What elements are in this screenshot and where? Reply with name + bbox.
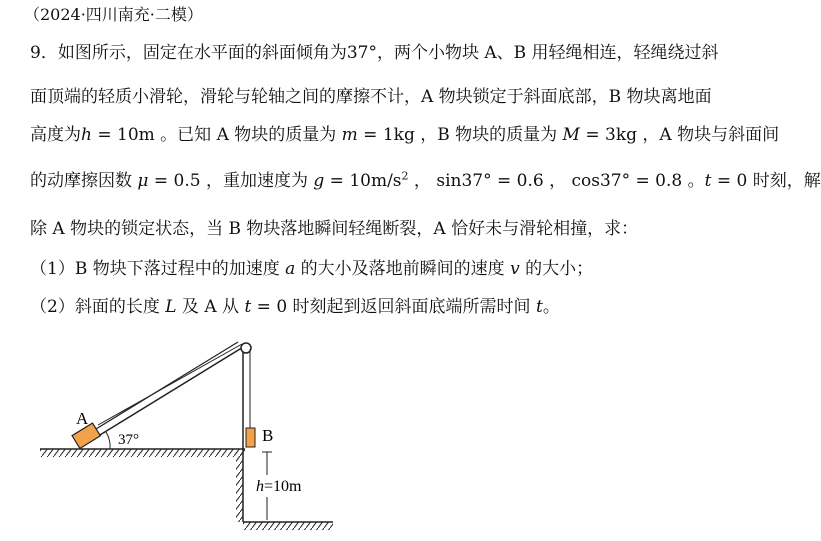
text-segment: = 10m/s	[324, 171, 402, 191]
rope-incline	[98, 344, 242, 425]
text-segment: 。	[542, 297, 560, 317]
variable-L: L	[165, 297, 177, 317]
variable-t: t	[244, 297, 252, 317]
problem-line-5: 除 A 物块的锁定状态，当 B 物块落地瞬间轻绳断裂，A 恰好未与滑轮相撞，求：	[30, 219, 639, 239]
variable-g: g	[313, 171, 325, 191]
text-segment: = 10m 。已知 A 物块的质量为	[91, 125, 342, 145]
text-segment: 的大小；	[519, 259, 594, 279]
problem-line-1: 9．如图所示，固定在水平面的斜面倾角为37°，两个小物块 A、B 用轻绳相连，轻绳绕过斜	[30, 43, 719, 63]
text-segment: （2）斜面的长度	[30, 297, 166, 317]
text-segment: ， sin37° = 0.6 ， cos37° = 0.8 。	[408, 171, 705, 191]
height-value: =10m	[264, 478, 302, 495]
ground-hatch-bottom	[243, 522, 333, 530]
variable-mu: μ	[137, 171, 149, 191]
text-segment: = 1kg ，B 物块的质量为	[357, 125, 563, 145]
variable-t: t	[535, 297, 543, 317]
variable-t: t	[704, 171, 712, 191]
variable-h: h	[81, 125, 92, 145]
variable-v: v	[510, 259, 520, 279]
ground-hatch-left	[40, 449, 245, 457]
angle-arc	[106, 432, 110, 449]
text-segment: 的大小及落地前瞬间的速度	[295, 259, 511, 279]
block-b	[246, 428, 255, 447]
incline-surface	[82, 349, 248, 446]
text-segment: = 0.5 ，重加速度为	[148, 171, 314, 191]
variable-M: M	[562, 125, 580, 145]
problem-line-2: 面顶端的轻质小滑轮，滑轮与轮轴之间的摩擦不计，A 物块锁定于斜面底部，B 物块离地面	[30, 87, 712, 107]
label-b: B	[262, 426, 274, 445]
variable-m: m	[341, 125, 358, 145]
text-segment: 及 A 从	[176, 297, 245, 317]
text-segment: （1）B 物块下落过程中的加速度	[30, 259, 286, 279]
angle-label: 37°	[118, 432, 139, 448]
text-segment: 的动摩擦因数	[30, 171, 138, 191]
wall-hatch	[236, 452, 243, 522]
label-a: A	[76, 409, 89, 428]
problem-source: （2024·四川南充·二模）	[24, 5, 203, 24]
text-segment: = 0 时刻，解	[711, 171, 821, 191]
text-segment: 高度为	[30, 125, 81, 145]
height-label	[256, 478, 302, 495]
superscript: 2	[401, 169, 409, 183]
height-variable: h	[256, 478, 264, 495]
text-segment: = 0 时刻起到返回斜面底端所需时间	[251, 297, 536, 317]
variable-a: a	[285, 259, 296, 279]
text-segment: = 3kg ，A 物块与斜面间	[579, 125, 780, 145]
